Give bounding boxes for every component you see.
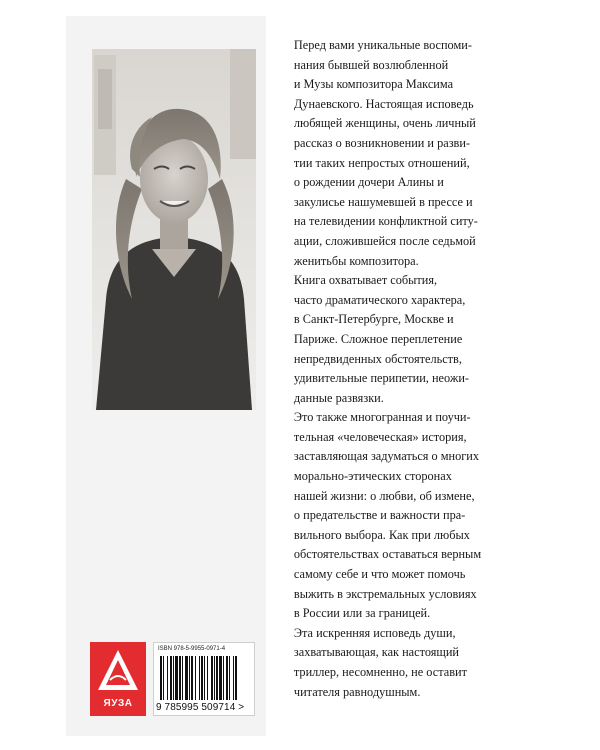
text-line: ации, сложившейся после седьмой <box>293 233 476 248</box>
barcode-panel <box>153 642 255 716</box>
annotation-paragraph <box>281 624 523 702</box>
text-line: о рождении дочери Алины и <box>293 175 444 190</box>
text-line: тельная «человеческая» история, <box>293 429 467 444</box>
text-line: данные развязки. <box>293 390 384 405</box>
text-line: Париже. Сложное переплетение <box>293 331 463 346</box>
text-line: морально-этических сторонах <box>293 469 452 484</box>
text-line: нания бывшей возлюбленной <box>293 57 449 72</box>
text-line: непредвиденных обстоятельств, <box>293 351 462 366</box>
text-line: в Санкт-Петербурге, Москве и <box>293 312 454 327</box>
text-line: Перед вами уникальные воспоми- <box>293 38 472 52</box>
text-line: женитьбы композитора. <box>293 253 419 268</box>
text-line: Эта искренняя исповедь души, <box>293 625 456 640</box>
text-line: закулисье нашумевшей в прессе и <box>293 194 473 209</box>
author-portrait-icon <box>92 49 256 410</box>
text-line: самому себе и что может помочь <box>293 567 466 582</box>
text-line: Дунаевского. Настоящая исповедь <box>293 96 474 111</box>
barcode-digits: 9 785995 509714 > <box>156 702 245 713</box>
barcode-icon <box>158 656 252 700</box>
publisher-logo <box>90 642 146 716</box>
annotation-paragraph <box>281 408 523 624</box>
text-line: захватывающая, как настоящий <box>293 645 460 660</box>
text-line: любящей женщины, очень личный <box>293 116 476 131</box>
text-line: Это также многогранная и поучи- <box>293 410 471 425</box>
text-line: выжить в экстремальных условиях <box>293 586 477 601</box>
text-line: часто драматического характера, <box>293 292 466 307</box>
text-line: удивительные перипетии, неожи- <box>293 371 469 386</box>
text-line: триллер, несомненно, не оставит <box>293 665 467 679</box>
annotation-paragraph <box>281 36 523 271</box>
publisher-name: ЯУЗА <box>103 698 133 709</box>
annotation-text <box>281 36 523 702</box>
isbn-label: ISBN 978-5-9955-0971-4 <box>158 646 226 652</box>
text-line: в России или за границей. <box>293 606 431 621</box>
text-line: нашей жизни: о любви, об измене, <box>293 488 475 503</box>
text-line: Книга охватывает события, <box>293 273 438 288</box>
text-line: обстоятельствах оставаться верным <box>293 547 482 562</box>
author-photo <box>92 49 256 410</box>
text-line: заставляющая задуматься о многих <box>293 449 480 464</box>
text-line: о предательстве и важности пра- <box>293 508 466 523</box>
text-line: рассказ о возникновении и разви- <box>293 135 471 150</box>
text-line: на телевидении конфликтной ситу- <box>293 214 478 229</box>
text-line: тии таких непростых отношений, <box>293 155 470 170</box>
text-line: вильного выбора. Как при любых <box>293 527 470 542</box>
annotation-paragraph <box>281 271 523 408</box>
text-line: и Музы композитора Максима <box>293 77 454 92</box>
text-line: читателя равнодушным. <box>293 684 421 699</box>
